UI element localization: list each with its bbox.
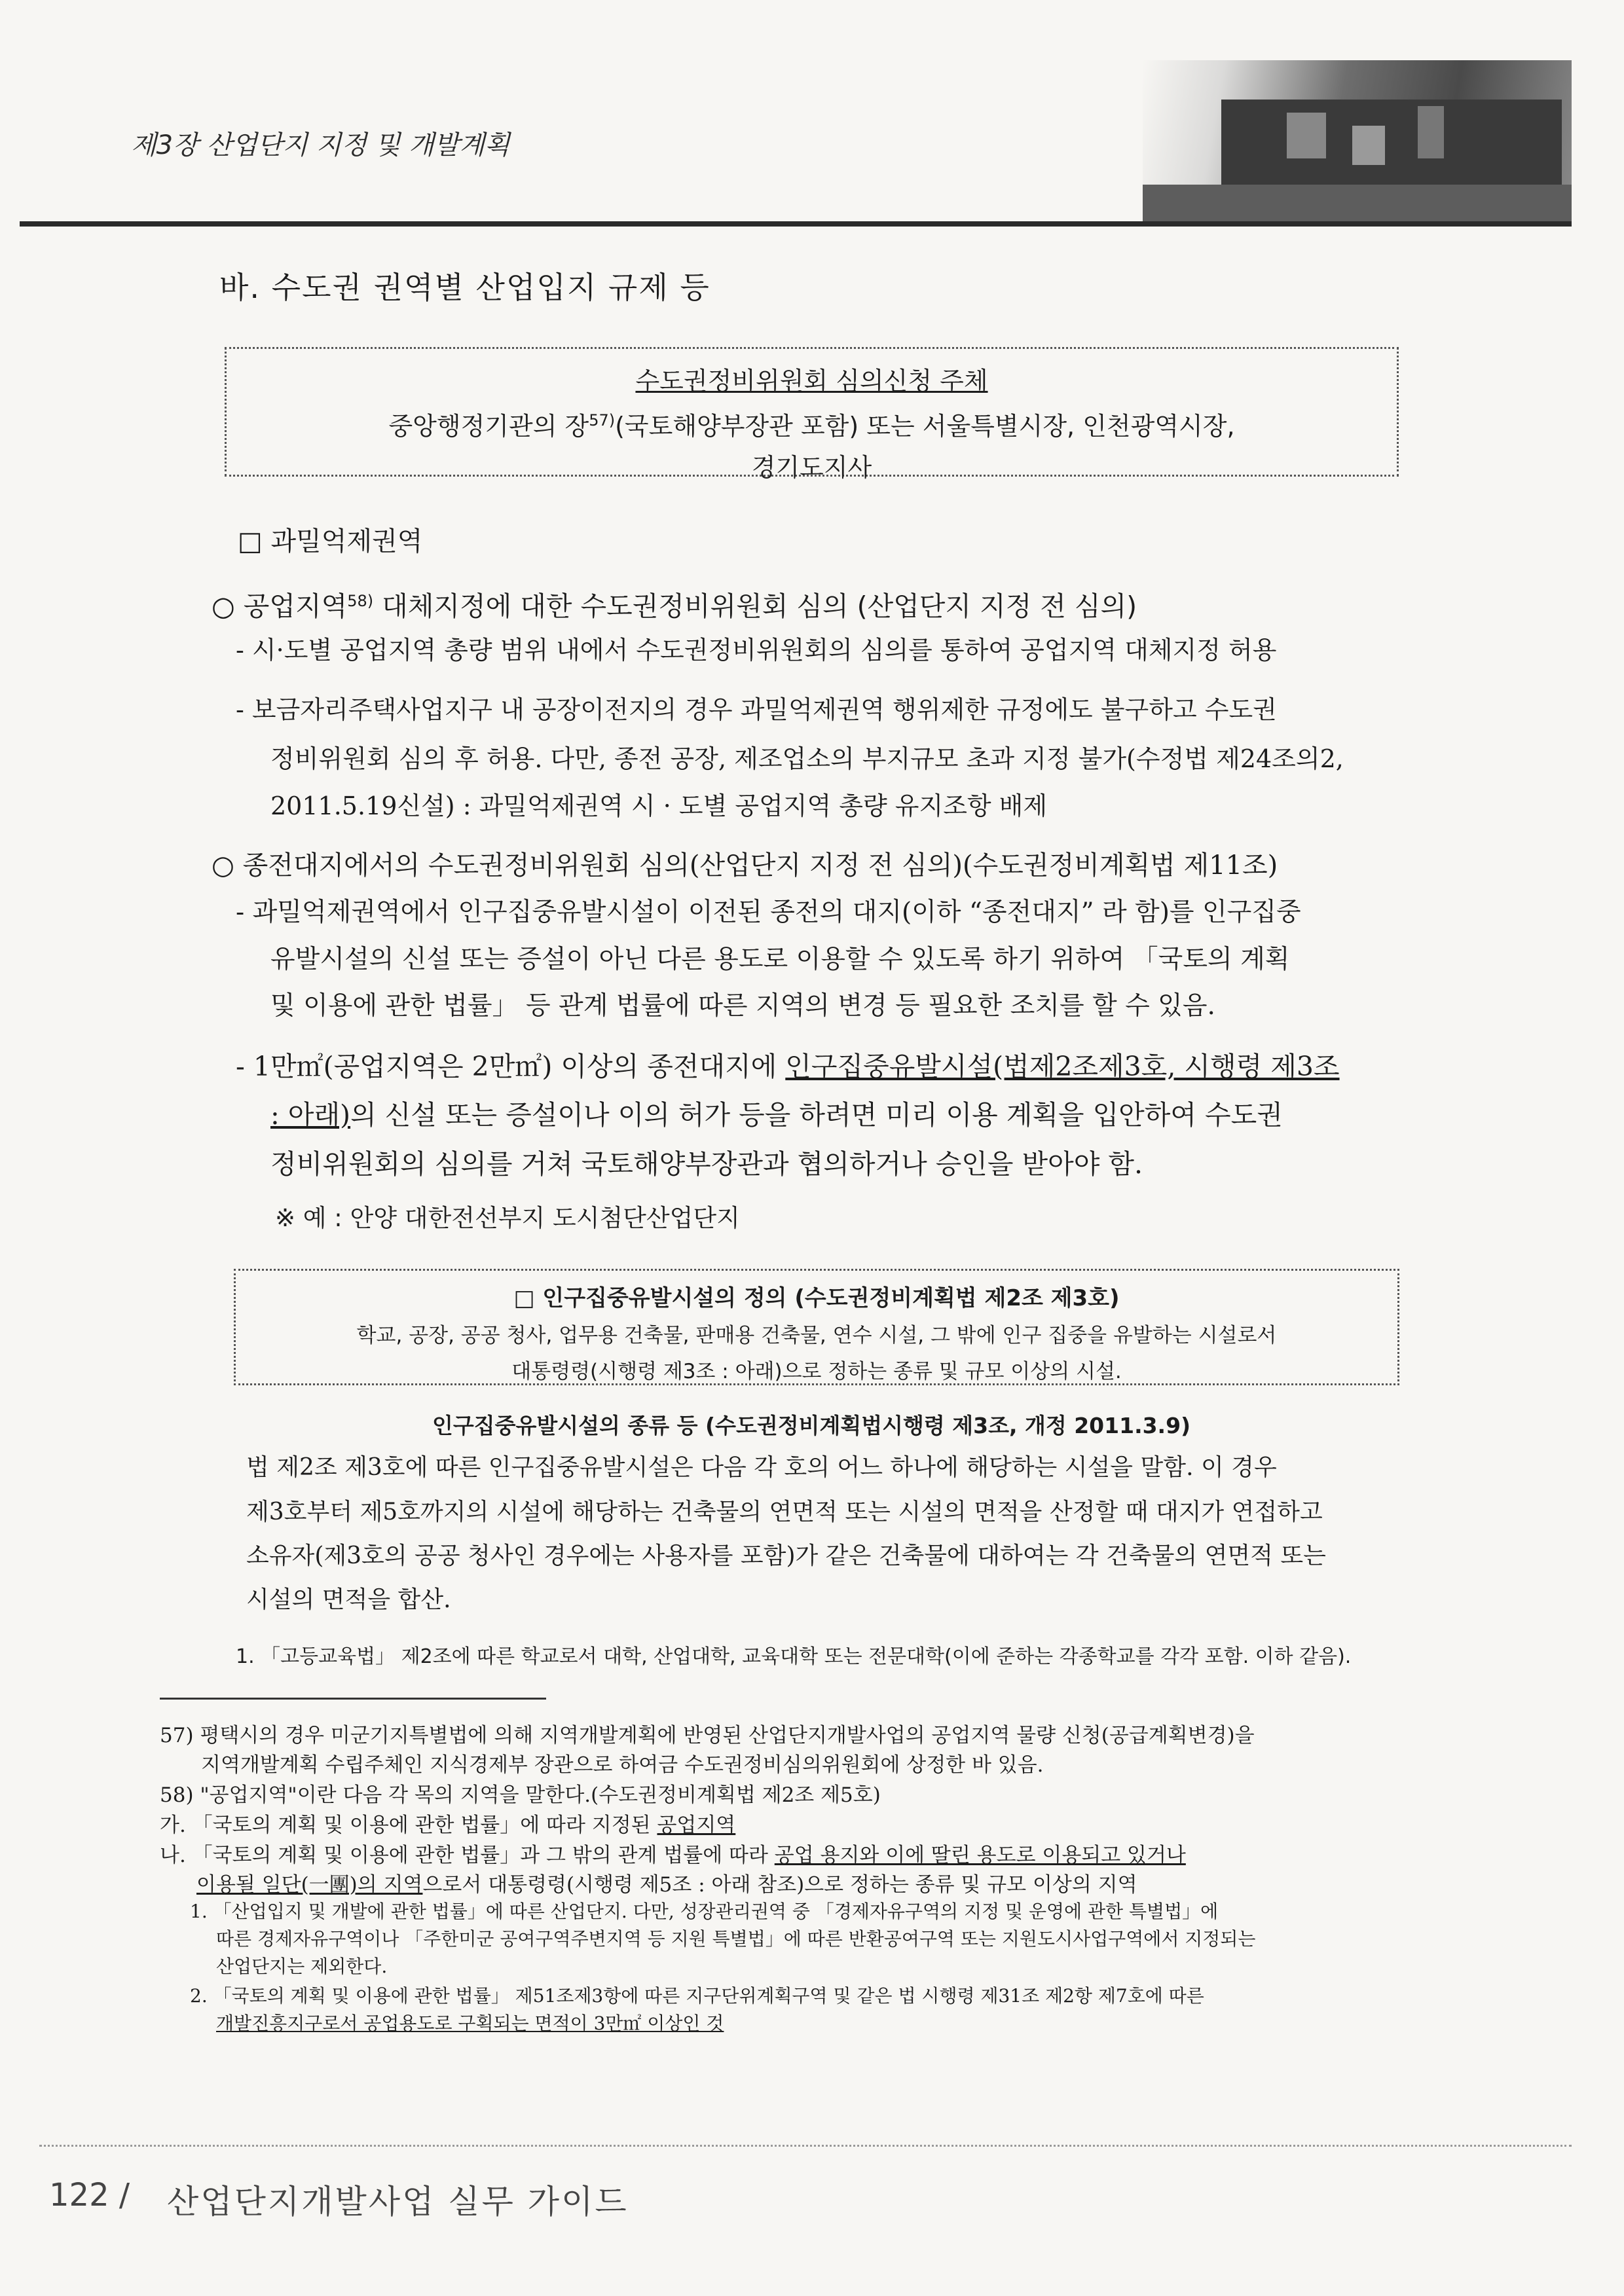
paragraph-line: 정비위원회의 심의를 거쳐 국토해양부장관과 협의하거나 승인을 받아야 함. [270, 1148, 1143, 1180]
footnote-item-ga [160, 1808, 735, 1838]
footnote-item-na-cont [196, 1868, 1137, 1897]
bullet-heading-1-pre: ○ 공업지역 [212, 591, 348, 622]
paragraph-line-post: 의 신설 또는 증설이나 이의 허가 등을 하려면 미리 이용 계획을 입안하여 수도권 [350, 1099, 1283, 1131]
footnote-rule [160, 1698, 546, 1700]
bullet-heading-1 [212, 585, 1137, 623]
header-building-photo [1143, 60, 1572, 224]
footnote-item-na [160, 1838, 1186, 1868]
book-title: 산업단지개발사업 실무 가이드 [167, 2183, 629, 2221]
underlined-text: : 아래) [270, 1099, 351, 1131]
footnote-sub-2: 2. 「국토의 계획 및 이용에 관한 법률」 제51조제3항에 따른 지구단위계획구역 및 같은 법 시행령 제31조 제2항 제7호에 따른 [190, 1985, 1204, 2007]
footnote-sub-2-cont: 개발진흥지구로서 공업용도로 구획되는 면적이 3만㎡ 이상인 것 [216, 2013, 724, 2034]
paragraph-line: 및 이용에 관한 법률」 등 관계 법률에 따른 지역의 변경 등 필요한 조치를 할 수 있음. [270, 991, 1215, 1021]
footnote-ref-58: 58) [347, 592, 374, 610]
paragraph-line: - 시·도별 공업지역 총량 범위 내에서 수도권정비위원회의 심의를 통하여 공업지역 대체지정 허용 [236, 636, 1277, 665]
paragraph-line: - 보금자리주택사업지구 내 공장이전지의 경우 과밀억제권역 행위제한 규정에도 불구하고 수도권 [236, 695, 1277, 724]
paragraph-line: 2011.5.19신설) : 과밀억제권역 시 · 도별 공업지역 총량 유지조항 배제 [270, 792, 1048, 820]
underlined-text: 이용될 일단(一團)의 지역 [196, 1873, 423, 1897]
definition-box [234, 1269, 1399, 1385]
applicant-box-line3: 경기도지사 [751, 453, 872, 482]
applicant-box-line [227, 406, 1397, 442]
bullet-heading-1-post: 대체지정에 대한 수도권정비위원회 심의 (산업단지 지정 전 심의) [373, 591, 1137, 622]
footer-divider [39, 2145, 1572, 2147]
definition-box-line: 대통령령(시행령 제3조 : 아래)으로 정하는 종류 및 규모 이상의 시설. [511, 1360, 1122, 1383]
applicant-box-title: 수도권정비위원회 심의신청 주체 [635, 367, 988, 395]
checkbox-heading: □ 과밀억제권역 [238, 526, 423, 556]
types-title: 인구집중유발시설의 종류 등 (수도권정비계획법시행령 제3조, 개정 2011.3.9) [432, 1413, 1191, 1438]
types-paragraph: 소유자(제3호의 공공 청사인 경우에는 사용자를 포함)가 같은 건축물에 대하여는 각 건축물의 연면적 또는 [246, 1542, 1326, 1569]
footnote-58: 58) "공업지역"이란 다음 각 목의 지역을 말한다.(수도권정비계획법 제2조 제5호) [160, 1783, 881, 1807]
section-title: 바. 수도권 권역별 산업입지 규제 등 [219, 270, 710, 305]
footnote-57: 57) 평택시의 경우 미군기지특별법에 의해 지역개발계획에 반영된 산업단지개발사업의 공업지역 물량 신청(공급계획변경)을 [160, 1724, 1255, 1747]
underlined-text: 인구집중유발시설(법제2조제3호, 시행령 제3조 [785, 1051, 1340, 1082]
footnote-sub-1-cont: 산업단지는 제외한다. [216, 1956, 388, 1977]
footnote-item-na-pre: 나. 「국토의 계획 및 이용에 관한 법률」과 그 밖의 관계 법률에 따라 [160, 1844, 775, 1867]
footnote-sub-1-cont: 따른 경제자유구역이나 「주한미군 공여구역주변지역 등 지원 특별법」에 따른 반환공여구역 또는 지원도시사업구역에서 지정되는 [216, 1928, 1256, 1950]
bullet-heading-2: ○ 종전대지에서의 수도권정비위원회 심의(산업단지 지정 전 심의)(수도권정비계획법 제11조) [212, 850, 1278, 881]
paragraph-line [270, 1093, 1283, 1132]
footnote-item-na-post: 으로서 대통령령(시행령 제5조 : 아래 참조)으로 정하는 종류 및 규모 이상의 지역 [422, 1873, 1137, 1897]
chapter-title: 제3장 산업단지 지정 및 개발계획 [131, 130, 510, 160]
paragraph-line-pre: - 1만㎡(공업지역은 2만㎡) 이상의 종전대지에 [236, 1051, 786, 1082]
applicant-box [225, 347, 1399, 482]
paragraph-line [236, 1045, 1340, 1084]
footnote-ref-57: 57) [589, 411, 616, 429]
definition-box-line: 학교, 공장, 공공 청사, 업무용 건축물, 판매용 건축물, 연수 시설, 그 밖에 인구 집중을 유발하는 시설로서 [356, 1324, 1277, 1347]
footnote-57-cont: 지역개발계획 수립주체인 지식경제부 장관으로 하여금 수도권정비심의위원회에 상정한 바 있음. [201, 1753, 1044, 1777]
underlined-text: 공업지역 [657, 1813, 736, 1837]
types-item-1: 1. 「고등교육법」 제2조에 따른 학교로서 대학, 산업대학, 교육대학 또는 전문대학(이에 준하는 각종학교를 각각 포함. 이하 같음). [236, 1645, 1352, 1668]
paragraph-line: - 과밀억제권역에서 인구집중유발시설이 이전된 종전의 대지(이하 “종전대지” 라 함)를 인구집중 [236, 898, 1301, 927]
page-number: 122 / [49, 2177, 130, 2214]
applicant-line-post: (국토해양부장관 포함) 또는 서울특별시장, 인천광역시장, [615, 412, 1235, 441]
underlined-text: 공업 용지와 이에 딸린 용도로 이용되고 있거나 [774, 1844, 1186, 1867]
types-paragraph: 제3호부터 제5호까지의 시설에 해당하는 건축물의 연면적 또는 시설의 면적을 산정할 때 대지가 연접하고 [246, 1499, 1323, 1525]
applicant-line-pre: 중앙행정기관의 장 [388, 412, 589, 441]
types-paragraph: 시설의 면적을 합산. [246, 1586, 451, 1613]
example-note: ※ 예 : 안양 대한전선부지 도시첨단산업단지 [275, 1204, 740, 1232]
footnote-item-ga-pre: 가. 「국토의 계획 및 이용에 관한 법률」에 따라 지정된 [160, 1813, 657, 1837]
header-rule [20, 221, 1572, 227]
footnote-sub-1: 1. 「산업입지 및 개발에 관한 법률」에 따른 산업단지. 다만, 성장관리권역 중 「경제자유구역의 지정 및 운영에 관한 특별법」에 [190, 1901, 1219, 1922]
paragraph-line: 유발시설의 신설 또는 증설이 아닌 다른 용도로 이용할 수 있도록 하기 위하여 「국토의 계획 [270, 945, 1290, 974]
definition-box-title: □ 인구집중유발시설의 정의 (수도권정비계획법 제2조 제3호) [513, 1285, 1120, 1311]
types-paragraph: 법 제2조 제3호에 따른 인구집중유발시설은 다음 각 호의 어느 하나에 해당하는 시설을 말함. 이 경우 [246, 1454, 1277, 1481]
paragraph-line: 정비위원회 심의 후 허용. 다만, 종전 공장, 제조업소의 부지규모 초과 지정 불가(수정법 제24조의2, [270, 744, 1344, 773]
